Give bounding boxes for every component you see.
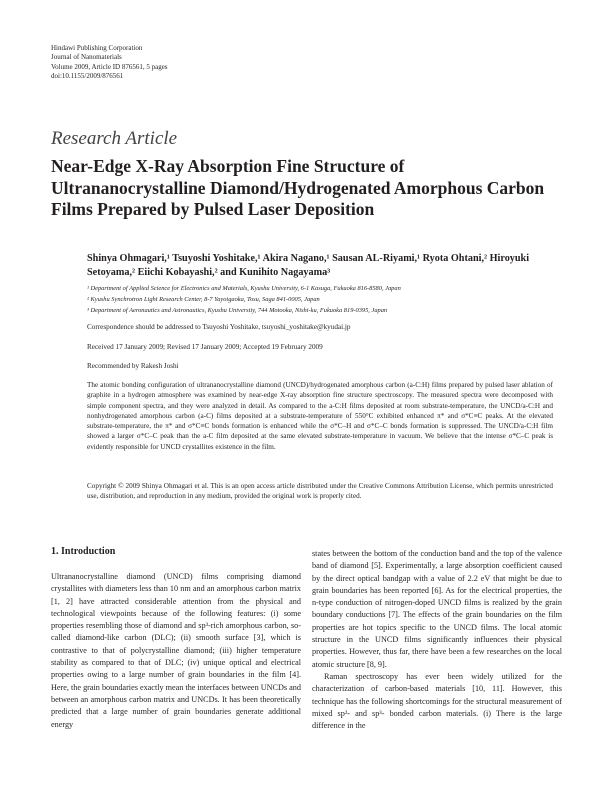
intro-paragraph-3: Raman spectroscopy has ever been widely utilized for the characterization of carbon-based materials [10, 11]. However, this technique has the following shortcomings for the structural measurement of mixed sp²- and sp³- bonded carbon materials. (i) There is the large difference in the (312, 671, 562, 731)
affiliation-1: ¹ Department of Applied Science for Electronics and Materials, Kyushu University, 6-1 Kasuga, Fukuoka 816-8580, Japan (87, 285, 401, 292)
journal-header (51, 44, 168, 82)
article-type: Research Article (51, 128, 178, 149)
recommended-by: Recommended by Rakesh Joshi (87, 362, 179, 370)
article-dates: Received 17 January 2009; Revised 17 January 2009; Accepted 19 February 2009 (87, 343, 323, 351)
doi: doi:10.1155/2009/876561 (51, 72, 124, 81)
section-heading: 1. Introduction (51, 546, 116, 557)
paper-title: Near-Edge X-Ray Absorption Fine Structure of Ultrananocrystalline Diamond/Hydrogenated Amorphous Carbon Films Prepared by Pulsed Laser Deposition (51, 156, 545, 219)
intro-paragraph-1: Ultrananocrystalline diamond (UNCD) films comprising diamond crystallites with diameters less than 10 nm and an amorphous carbon matrix [1, 2] have attracted considerable attention from the physical and technological viewpoints because of the following features: (i) some properties resembling those of diamond and sp³-rich amorphous carbon, so-called diamond-like carbon (DLC); (ii) smooth surface [3], which is contrastive to that of polycrystalline diamond; (iii) higher temperature stability as compared to that of DLC; (iv) unique optical and electrical properties owing to a large number of grain boundaries in the film [4]. Here, the grain boundaries exactly mean the interfaces between UNCDs and between an amorphous carbon matrix and UNCDs. It has been theoretically predicted that a large number of grain boundaries generate additional energy (51, 572, 301, 729)
abstract: The atomic bonding configuration of ultrananocrystalline diamond (UNCD)/hydrogenated amorphous carbon (a-C:H) films prepared by pulsed laser ablation of graphite in a hydrogen atmosphere was examined by near-edge X-ray absorption fine structure spectroscopy. The measured spectra were decomposed with simple component spectra, and they were analyzed in detail. As compared to the a-C:H films deposited at room substrate-temperature, the UNCD/a-C:H and nonhydrogenated amorphous carbon (a-C) films deposited at a substrate-temperature of 550°C exhibited enhanced π* and σ*C≡C peaks. At the elevated substrate-temperature, the π* and σ*C≡C bonds formation is enhanced while the σ*C–H and σ*C–C bonds formation is suppressed. The UNCD/a-C:H film showed a larger σ*C–C peak than the a-C film deposited at the same elevated substrate-temperature in vacuum. We believe that the intense σ*C–C peak is evidently responsible for UNCD crystallites existence in the film. (87, 381, 553, 451)
journal-name: Journal of Nanomaterials (51, 53, 122, 62)
volume-info: Volume 2009, Article ID 876561, 5 pages (51, 62, 168, 71)
intro-paragraph-2: states between the bottom of the conduction band and the top of the valence band of diamond [5]. Experimentally, a large absorption coefficient caused by the direct optical bandgap with a value of 2.2 eV that might be due to grain boundaries has been reported [6]. As for the electrical properties, the n-type conduction of nitrogen-doped UNCD films is realized by the grain boundary conductions [7]. The effects of the grain boundaries on the film properties are hot topics specific to the UNCD films. The local atomic structure in the UNCD films significantly influences their physical properties. However, thus far, there have been a few researches on the local atomic structure [8, 9]. (312, 549, 562, 669)
column-right (312, 548, 562, 732)
publisher: Hindawi Publishing Corporation (51, 44, 143, 52)
column-left (51, 571, 301, 731)
correspondence: Correspondence should be addressed to Tsuyoshi Yoshitake, tsuyoshi_yoshitake@kyudai.jp (87, 323, 351, 331)
affiliations (87, 283, 557, 316)
affiliation-2: ² Kyushu Synchrotron Light Research Center, 8-7 Yayoigaoka, Tosu, Saga 841-0005, Japan (87, 296, 320, 303)
author-list: Shinya Ohmagari,¹ Tsuyoshi Yoshitake,¹ Akira Nagano,¹ Sausan AL-Riyami,¹ Ryota Ohtani,² Hiroyuki Setoyama,² Eiichi Kobayashi,² and Kunihito Nagayama³ (87, 253, 530, 278)
copyright-notice: Copyright © 2009 Shinya Ohmagari et al. This is an open access article distributed under the Creative Commons Attribution License, which permits unrestricted use, distribution, and reproduction in any medium, provided the original work is properly cited. (87, 482, 553, 501)
affiliation-3: ³ Department of Aeronautics and Astronautics, Kyushu University, 744 Motooka, Nishi-ku, Fukuoka 819-0395, Japan (87, 307, 388, 314)
